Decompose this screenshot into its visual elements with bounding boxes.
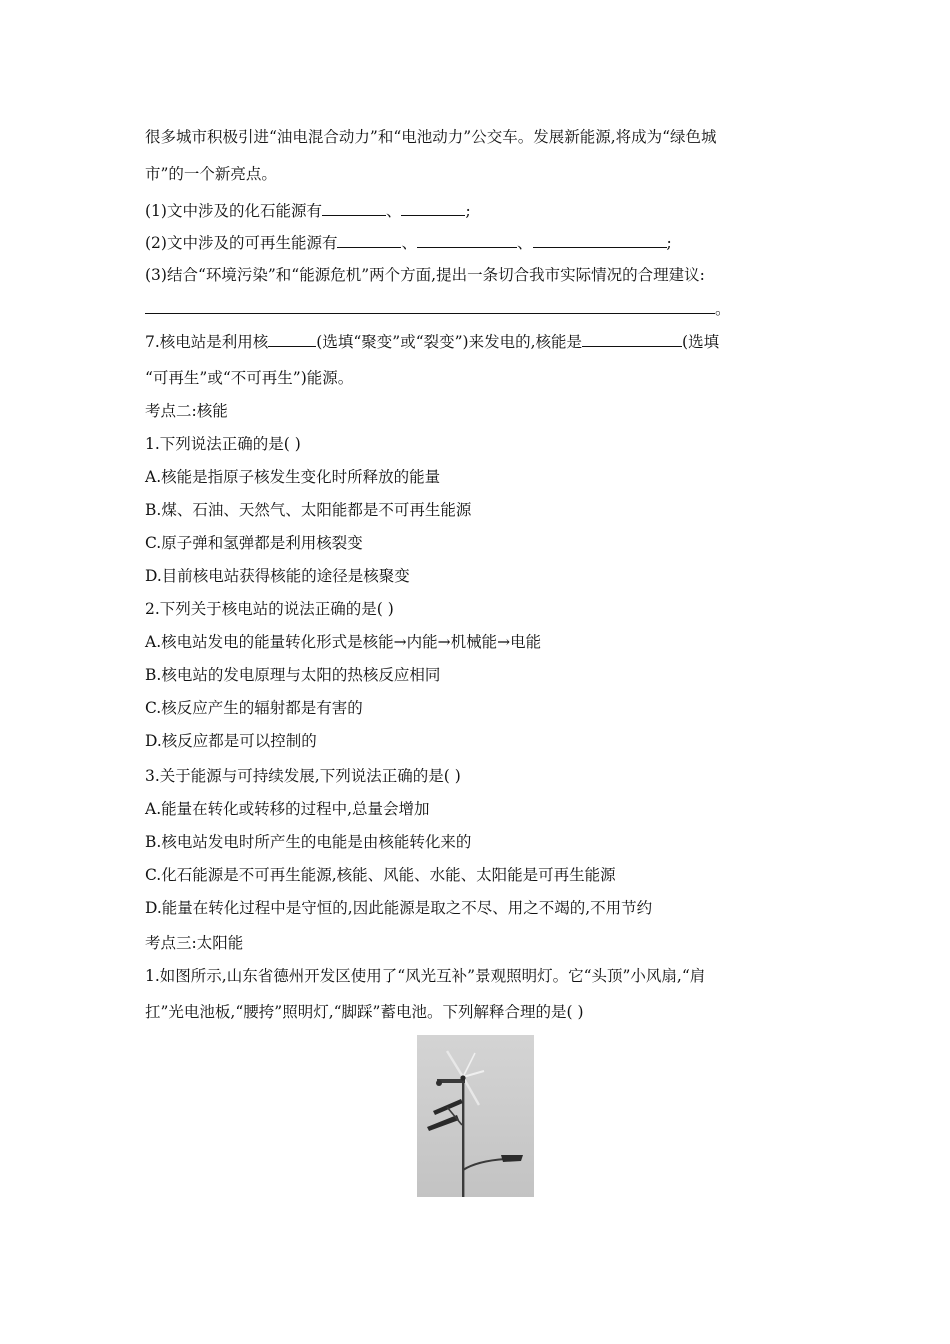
s3-q1-line-2: 扛”光电池板,“腰挎”照明灯,“脚踩”蓄电池。下列解释合理的是( ) <box>145 1003 584 1021</box>
question-7 <box>145 331 719 352</box>
answer-blank[interactable] <box>322 200 386 216</box>
s2-q2-stem: 2.下列关于核电站的说法正确的是( ) <box>145 600 394 618</box>
q6-2-prefix: (2)文中涉及的可再生能源有 <box>145 234 338 252</box>
answer-blank[interactable] <box>533 232 667 248</box>
q6-1-suffix: ; <box>465 202 471 220</box>
s2-q1-option-b: B.煤、石油、天然气、太阳能都是不可再生能源 <box>145 501 472 519</box>
q6-2-sep2: 、 <box>516 234 533 252</box>
q7-part3: (选填 <box>682 333 720 351</box>
answer-blank[interactable] <box>417 232 517 248</box>
s2-q2-option-a: A.核电站发电的能量转化形式是核能→内能→机械能→电能 <box>145 633 542 651</box>
intro-line-2: 市”的一个新亮点。 <box>145 165 277 183</box>
section-3-title: 考点三:太阳能 <box>145 934 244 952</box>
q6-1-prefix: (1)文中涉及的化石能源有 <box>145 202 322 220</box>
q7-part2: (选填“聚变”或“裂变”)来发电的,核能是 <box>316 333 583 351</box>
s2-q1-option-d: D.目前核电站获得核能的途径是核聚变 <box>145 567 410 585</box>
s3-q1-line-1: 1.如图所示,山东省德州开发区使用了“风光互补”景观照明灯。它“头顶”小风扇,“肩 <box>145 967 706 985</box>
s2-q3-option-c: C.化石能源是不可再生能源,核能、风能、水能、太阳能是可再生能源 <box>145 866 616 884</box>
s2-q3-option-a: A.能量在转化或转移的过程中,总量会增加 <box>145 800 430 818</box>
section-2-title: 考点二:核能 <box>145 402 228 420</box>
wind-solar-street-lamp-photo <box>417 1035 534 1197</box>
s2-q1-option-a: A.核能是指原子核发生变化时所释放的能量 <box>145 468 441 486</box>
answer-blank-long[interactable] <box>145 298 715 314</box>
q6-1-sep: 、 <box>385 202 402 220</box>
q7-part1: 7.核电站是利用核 <box>145 333 269 351</box>
lamp-illustration <box>417 1035 534 1197</box>
s2-q3-option-b: B.核电站发电时所产生的电能是由核能转化来的 <box>145 833 472 851</box>
sky-background <box>417 1035 534 1197</box>
s2-q3-stem: 3.关于能源与可持续发展,下列说法正确的是( ) <box>145 767 461 785</box>
question-6-2 <box>145 232 672 253</box>
q6-3-end: 。 <box>715 300 731 318</box>
s2-q2-option-d: D.核反应都是可以控制的 <box>145 732 317 750</box>
intro-line-1: 很多城市积极引进“油电混合动力”和“电池动力”公交车。发展新能源,将成为“绿色城 <box>145 128 717 146</box>
answer-blank[interactable] <box>582 331 682 347</box>
lamp-pole <box>462 1079 464 1197</box>
question-6-3: (3)结合“环境污染”和“能源危机”两个方面,提出一条切合我市实际情况的合理建议: <box>145 266 705 284</box>
s2-q3-option-d: D.能量在转化过程中是守恒的,因此能源是取之不尽、用之不竭的,不用节约 <box>145 899 653 917</box>
s2-q1-stem: 1.下列说法正确的是( ) <box>145 435 301 453</box>
answer-blank[interactable] <box>401 200 465 216</box>
q6-2-sep1: 、 <box>401 234 417 252</box>
question-6-1 <box>145 200 471 221</box>
question-6-3-answer <box>145 298 731 319</box>
answer-blank[interactable] <box>337 232 401 248</box>
s2-q1-option-c: C.原子弹和氢弹都是利用核裂变 <box>145 534 363 552</box>
s2-q2-option-b: B.核电站的发电原理与太阳的热核反应相同 <box>145 666 441 684</box>
q6-2-suffix: ; <box>666 234 672 252</box>
question-7-line-2: “可再生”或“不可再生”)能源。 <box>145 369 354 387</box>
s2-q2-option-c: C.核反应产生的辐射都是有害的 <box>145 699 363 717</box>
answer-blank[interactable] <box>268 331 316 347</box>
